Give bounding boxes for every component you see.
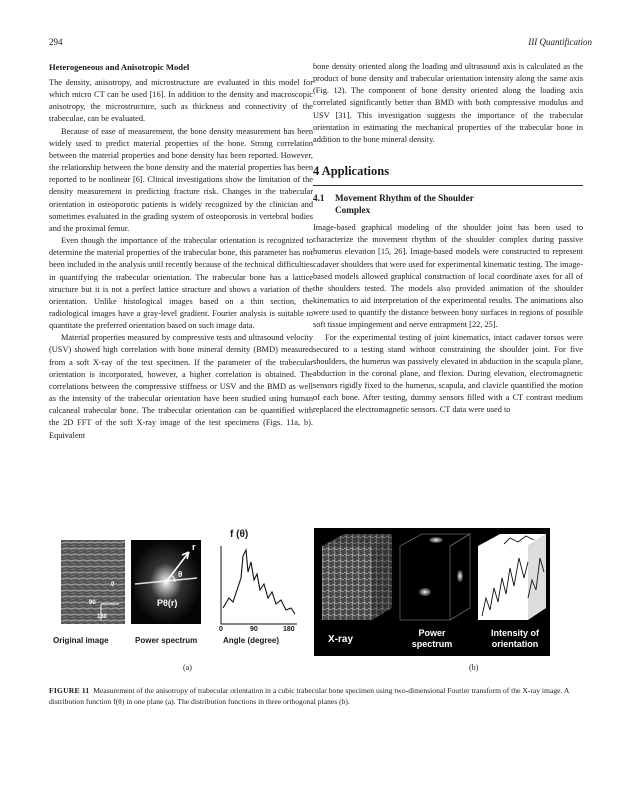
original-image-label: Original image (53, 636, 109, 645)
subfigure-label-a: (a) (183, 663, 192, 672)
paragraph: Even though the importance of the trabecular orientation is recognized to determine the material properties of the trabecular bone, this parameter has not been included in the analysis until recently because of the technical difficulties in quantifying the trabecular orientation. The trabecular bone has a lattice structure but it is not a perfect lattice structure and shows a variation of the orientation. Unlike histological images based on a thin section, the radiological images have a gray-level gradient. Fourier analysis is suitable to quantitate the preferred orientation based on such image data. (49, 236, 313, 331)
tick-90: 90 (250, 626, 258, 633)
r-label: r (192, 542, 196, 552)
xray-cube-side (372, 534, 392, 620)
ftheta-label: f (θ) (230, 529, 249, 540)
paragraph: For the experimental testing of joint kinematics, intact cadaver torsos were secured to a testing stand without constraining the shoulder joint. For five shoulders, the humerus was passively elevated in abduction in the scapula plane, abduction in the coronal plane, and flexion. During elevation, electromagnetic sensors rigidly fixed to the humerus, scapula, and clavicle quantified the motion of each bone. After testing, dummy sensors filled with a CT contrast medium replaced the electromagnetic sensors. CT data were used to (313, 332, 583, 415)
spectrum-dot (419, 588, 431, 596)
tick-0: 0 (219, 626, 223, 633)
subsection-number: 4.1 (313, 193, 325, 204)
power-spectrum-label: Power spectrum (411, 628, 453, 649)
spectrum-dot (429, 537, 443, 543)
paragraph: bone density oriented along the loading and ultrasound axis is calculated as the product of bone density and trabecular orientation intensity along the same axis (Fig. 12). The component of bone density oriented along the loading axis correlated significantly better than BMD with both compressive modulus and USV [31]. This investigation suggests the importance of the trabecular orientation in estimating the mechanical properties of the trabecular bone in addition to the bone mineral density. (313, 62, 583, 144)
subsection-heading: Heterogeneous and Anisotropic Model (49, 62, 190, 72)
subsection-title: Movement Rhythm of the Shoulder (335, 193, 474, 204)
figure-a (53, 528, 301, 656)
paragraph: The density, anisotropy, and microstructure are evaluated in this model for which micro CT can be used [16]. In addition to the density and macroscopic anisotropy, the microstructure, such as thickness and connectivity of the trabeculae, can be evaluated. (49, 78, 313, 124)
section-rule (313, 185, 583, 186)
caption-label: FIGURE 11 (49, 686, 90, 695)
ptheta-label: Pθ(r) (157, 598, 178, 608)
deg0-label: 0 (111, 582, 115, 588)
theta-label: θ (178, 570, 183, 579)
subsection-title-cont: Complex (335, 205, 371, 216)
figure-b (314, 528, 550, 656)
plot-frame (219, 548, 297, 624)
paragraph: Because of ease of measurement, the bone density measurement has been widely used to predict material properties of the bone. Strong correlation between the material properties and bone density has been reported. However, the relationship between the bone density and the material properties has been reported to be nonlinear [6]. Clinical investigations show the limitation of the density measurement in predicting fracture risk. Changes in the trabecular orientation in osteoporotic patients is widely recognized by the clinician and sometimes evaluated in the grading system of osteoporosis in vertebral bodies and the proximal femur. (49, 126, 313, 233)
figure-caption (49, 685, 589, 707)
xray-label: X-ray (328, 634, 354, 645)
right-column (313, 61, 583, 417)
section-heading: 4 Applications (313, 164, 390, 179)
original-image (61, 540, 125, 624)
angle-axis-label: Angle (degree) (223, 636, 280, 645)
subfigure-label-b: (b) (469, 663, 479, 672)
page-number: 294 (49, 37, 63, 47)
deg90-label: 90 (89, 600, 96, 606)
spectrum-dot (457, 570, 463, 582)
deg180-label: 180 (97, 614, 108, 620)
power-spectrum-label: Power spectrum (135, 636, 198, 645)
running-head: III Quantification (528, 37, 592, 47)
paragraph: Image-based graphical modeling of the shoulder joint has been used to characterize the movement rhythm of the shoulder complex during passive humerus elevation [15, 26]. Image-based models were constructed to represent cadaver shoulders that were used for experimental kinematic testing. The image-based models allowed graphical construction of local coordinate axes for all of the shoulders tested. The models also provided animation of the shoulder kinematics to aid interpretation of the experimental results. The animations also were used to quantify the distance between bony surfaces in regions of possible soft tissue impingement and nerve entrapment [22, 25]. (313, 223, 583, 330)
xray-cube-front (322, 546, 372, 620)
paragraph: Material properties measured by compressive tests and ultrasound velocity (USV) showed high correlation with bone mineral density (BMD) measured from a soft X-ray of the test specimen. If the parameter of the trabecular orientation is incorporated, however, a higher correlation is obtained. The correlations between the compressive stiffness or USV and the BMD as well as the intensity of the trabecular orientation have been studied using human calcaneal trabecular bone. The trabecular orientation can be quantified with the 2D FFT of the soft X-ray image of the test specimens (Figs. 11a, b). Equivalent (49, 333, 313, 440)
left-column (49, 61, 313, 442)
subsection-heading (313, 192, 583, 216)
caption-text: Measurement of the anisotropy of trabecular orientation in a cubic trabecular bone specimen using two-dimensional Fourier transform of the X-ray image. A distribution function f(θ) in one plane (a). The distribution functions in three orthogonal planes (b). (49, 686, 569, 706)
tick-180: 180 (283, 626, 295, 633)
intensity-label: Intensity of orientation (490, 628, 539, 649)
